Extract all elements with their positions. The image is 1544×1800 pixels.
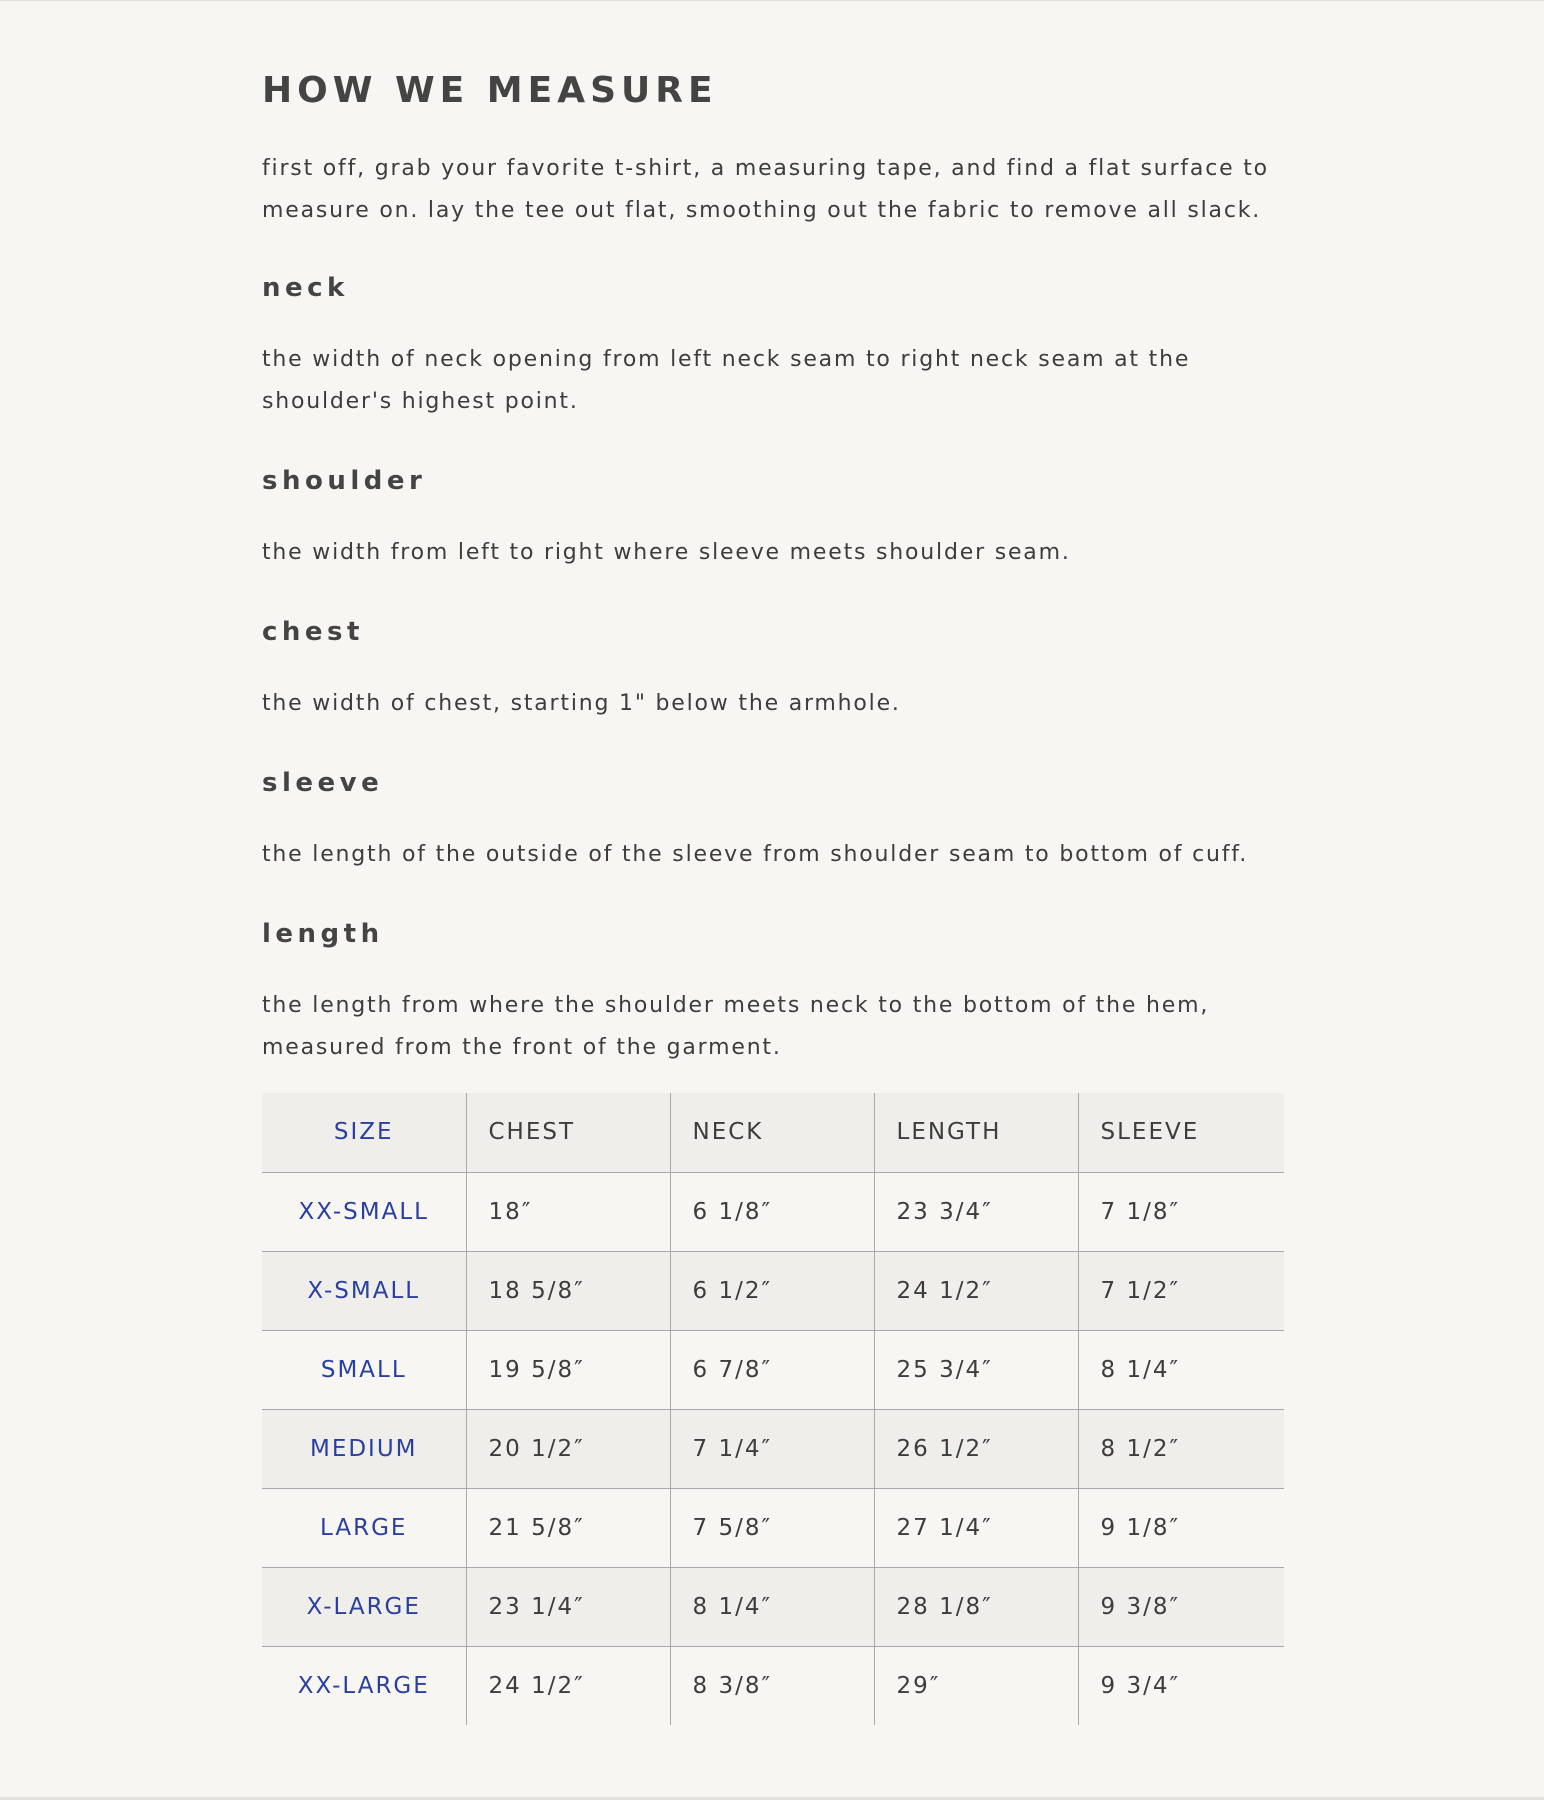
- intro-paragraph: first off, grab your favorite t-shirt, a measuring tape, and find a flat surface to measure on. lay the tee out flat, smoothing out the fabric to remove all slack.: [262, 156, 1269, 223]
- section-title: length: [262, 919, 384, 949]
- chest-cell: 18″: [466, 1172, 670, 1251]
- page-title: HOW WE MEASURE: [262, 70, 718, 111]
- sleeve-cell: 9 1/8″: [1078, 1488, 1284, 1567]
- chest-cell: 24 1/2″: [466, 1646, 670, 1725]
- section-description: the length from where the shoulder meets neck to the bottom of the hem, measured from the front of the garment.: [262, 993, 1210, 1060]
- chest-cell: 18 5/8″: [466, 1251, 670, 1330]
- table-row: [262, 1251, 1284, 1330]
- chest-cell: 20 1/2″: [466, 1409, 670, 1488]
- section-title: shoulder: [262, 466, 427, 496]
- length-cell: 26 1/2″: [874, 1409, 1078, 1488]
- size-cell: XX-SMALL: [262, 1172, 466, 1251]
- section-description: the width of neck opening from left neck seam to right neck seam at the shoulder's highest point.: [262, 347, 1191, 414]
- header-neck: NECK: [670, 1093, 874, 1172]
- neck-cell: 6 7/8″: [670, 1330, 874, 1409]
- size-cell: SMALL: [262, 1330, 466, 1409]
- header-length: LENGTH: [874, 1093, 1078, 1172]
- length-cell: 28 1/8″: [874, 1567, 1078, 1646]
- header-sleeve: SLEEVE: [1078, 1093, 1284, 1172]
- length-cell: 24 1/2″: [874, 1251, 1078, 1330]
- size-cell: LARGE: [262, 1488, 466, 1567]
- section-shoulder: [262, 464, 1284, 574]
- top-edge-divider: [0, 0, 1544, 1]
- size-cell: X-LARGE: [262, 1567, 466, 1646]
- neck-cell: 8 3/8″: [670, 1646, 874, 1725]
- section-length: [262, 917, 1284, 1069]
- size-cell: XX-LARGE: [262, 1646, 466, 1725]
- neck-cell: 7 5/8″: [670, 1488, 874, 1567]
- table-row: [262, 1409, 1284, 1488]
- sleeve-cell: 9 3/4″: [1100, 1672, 1181, 1699]
- chest-cell: 19 5/8″: [466, 1330, 670, 1409]
- sleeve-cell: 7 1/2″: [1078, 1251, 1284, 1330]
- section-description: the width of chest, starting 1" below the armhole.: [262, 691, 901, 716]
- section-description: the width from left to right where sleeve meets shoulder seam.: [262, 540, 1071, 565]
- table-row: [262, 1646, 1284, 1725]
- chest-cell: 23 1/4″: [466, 1567, 670, 1646]
- neck-cell: 6 1/8″: [670, 1172, 874, 1251]
- header-size: SIZE: [262, 1093, 466, 1172]
- size-cell: X-SMALL: [262, 1251, 466, 1330]
- section-description: the length of the outside of the sleeve from shoulder seam to bottom of cuff.: [262, 842, 1249, 867]
- neck-cell: 6 1/2″: [670, 1251, 874, 1330]
- table-row: [262, 1330, 1284, 1409]
- sleeve-cell: 8 1/2″: [1078, 1409, 1284, 1488]
- chest-cell: 21 5/8″: [466, 1488, 670, 1567]
- length-cell: 27 1/4″: [874, 1488, 1078, 1567]
- length-cell: 25 3/4″: [874, 1330, 1078, 1409]
- sleeve-cell: 7 1/8″: [1078, 1172, 1284, 1251]
- table-header-row: [262, 1093, 1284, 1172]
- header-chest: CHEST: [466, 1093, 670, 1172]
- length-cell: 23 3/4″: [874, 1172, 1078, 1251]
- size-chart-table: [262, 1093, 1284, 1725]
- section-title: chest: [262, 617, 364, 647]
- section-chest: [262, 615, 1284, 725]
- section-sleeve: [262, 766, 1284, 876]
- section-title: sleeve: [262, 768, 384, 798]
- section-title: neck: [262, 273, 349, 303]
- section-neck: [262, 271, 1284, 423]
- size-cell: MEDIUM: [262, 1409, 466, 1488]
- length-cell: 29″: [874, 1646, 1078, 1725]
- neck-cell: 7 1/4″: [670, 1409, 874, 1488]
- sleeve-cell: 9 3/8″: [1078, 1567, 1284, 1646]
- sleeve-cell: 8 1/4″: [1078, 1330, 1284, 1409]
- table-row: [262, 1172, 1284, 1251]
- table-row: [262, 1567, 1284, 1646]
- table-row: [262, 1488, 1284, 1567]
- neck-cell: 8 1/4″: [670, 1567, 874, 1646]
